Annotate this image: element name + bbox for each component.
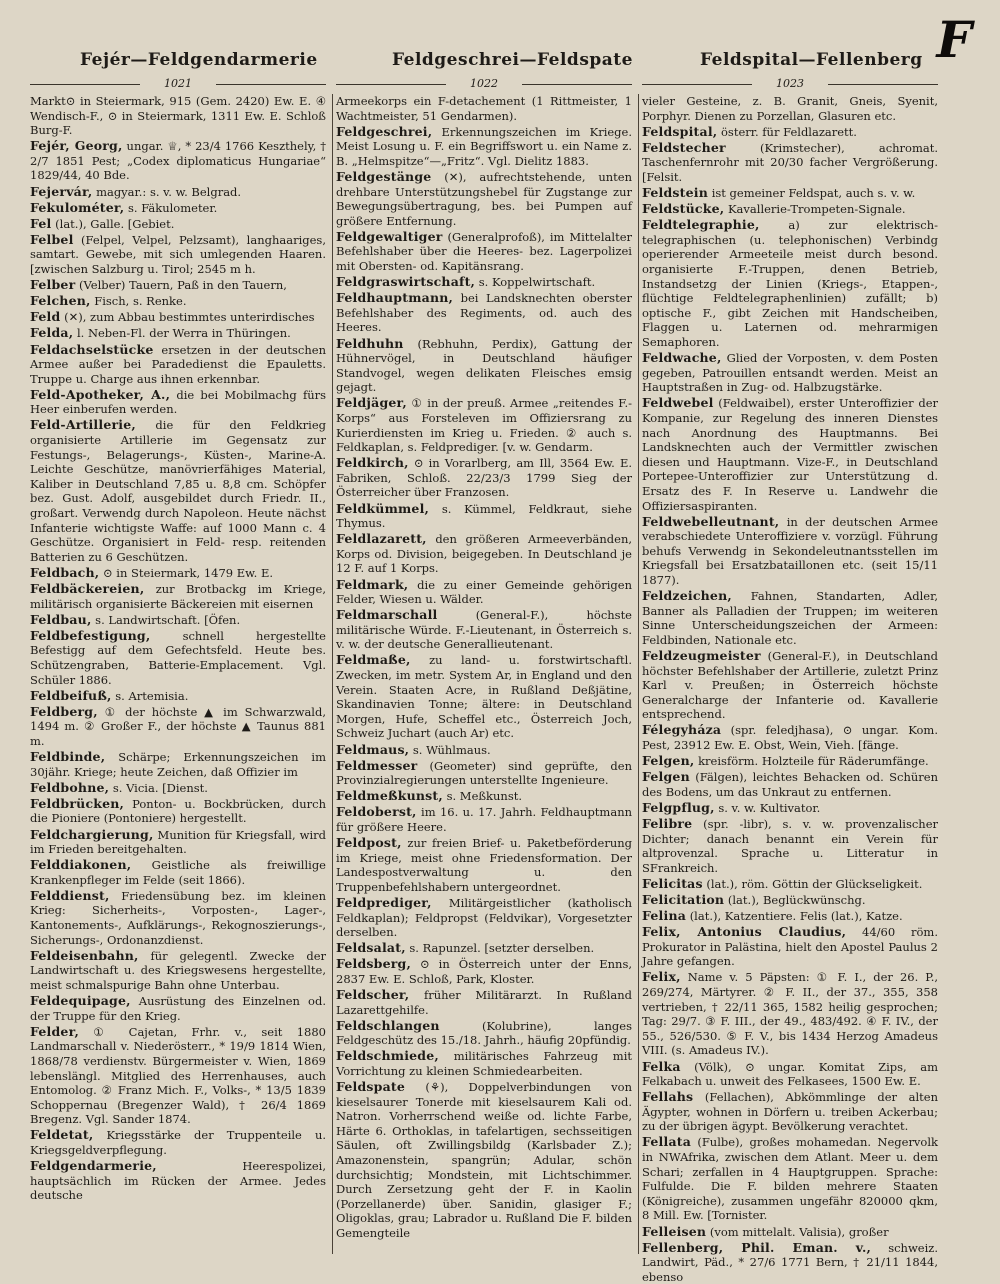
- dictionary-entry: [30, 326, 326, 341]
- entry-headword: Felina: [642, 908, 687, 924]
- entry-definition: s. Rapunzel. [setzter derselben.: [409, 941, 595, 956]
- entry-definition: für gelegentl. Zwecke der Landwirtschaft u. des Kriegswesens hergestellte, meist schmalspurige Bahn ohne Unterbau.: [30, 948, 327, 992]
- entry-headword: Feldschlangen: [336, 1017, 440, 1033]
- entry-headword: Feldkirch,: [336, 455, 409, 471]
- dictionary-entry: [336, 836, 632, 894]
- dictionary-entry: [30, 343, 326, 387]
- entry-definition: die bei Mobilmachg fürs Heer einberufen werden.: [30, 387, 327, 417]
- entry-headword: Feldmark,: [336, 576, 409, 592]
- dictionary-entry: [30, 629, 326, 687]
- entry-headword: Feldgestänge: [336, 168, 432, 184]
- entry-definition: s. v. w. Kultivator.: [718, 800, 821, 815]
- dictionary-entry: [642, 94, 938, 123]
- entry-headword: Feldzeichen,: [642, 588, 732, 604]
- dictionary-entry: [30, 1128, 326, 1157]
- entry-definition: (Kolubrine), langes Feldgeschütz des 15./18. Jahrh., häufig 20pfündig.: [336, 1018, 632, 1048]
- entry-definition: (✕), aufrechtstehende, unten drehbare Unterstützungshebel für Zugstange zur Bewegungsübertragung, bes. bei Pumpen auf größere Entfernung.: [336, 169, 632, 228]
- dictionary-entry: [30, 705, 326, 749]
- dictionary-entry: [30, 201, 326, 216]
- entry-definition: zu land- u. forstwirtschaftl. Zwecken, im metr. System Ar, in England und den Verein. Staaten Acre, in Rußland Deßjätine, Skandinavien Tonne; ältere: in Deutschland Morgen, Hufe, Scheffel etc., Österreich Joch, Schweiz Juchart (auch Ar) etc.: [336, 653, 632, 741]
- entry-headword: Feldberg,: [30, 703, 98, 719]
- page-number-row: [0, 77, 1000, 91]
- entry-headword: Feldstein: [642, 185, 709, 201]
- dictionary-entry: [336, 896, 632, 940]
- entry-headword: Feldspate: [336, 1079, 406, 1095]
- entry-definition: s. Wühlmaus.: [412, 742, 491, 757]
- entry-headword: Fellata: [642, 1134, 692, 1150]
- page-number-left: 1021: [30, 77, 326, 90]
- page-number-center: 1022: [336, 77, 632, 90]
- entry-definition: ist gemeiner Feldspat, auch s. v. w.: [711, 186, 916, 201]
- entry-headword: Fekulométer,: [30, 199, 125, 215]
- column-center: [336, 94, 632, 1260]
- entry-definition: (spr. feledjhasa), ⊙ ungar. Kom. Pest, 23912 Ew. E. Obst, Wein, Vieh. [fänge.: [642, 723, 938, 753]
- entry-headword: Feld: [30, 309, 61, 325]
- entry-definition: im 16. u. 17. Jahrh. Feldhauptmann für größere Heere.: [336, 805, 633, 834]
- dictionary-entry: [336, 578, 632, 607]
- dictionary-entry: [30, 858, 326, 887]
- column-divider: [638, 94, 639, 1254]
- dictionary-entry: [30, 613, 326, 628]
- dictionary-entry: [30, 949, 326, 993]
- entry-headword: Feldoberst,: [336, 804, 417, 820]
- entry-definition: militärisches Fahrzeug mit Vorrichtung zu kleinen Schmiedearbeiten.: [336, 1049, 632, 1078]
- dictionary-entry: [642, 649, 938, 722]
- dictionary-entry: [336, 275, 632, 290]
- entry-headword: Feldzeugmeister: [642, 647, 761, 663]
- entry-definition: (Felpel, Velpel, Pelzsamt), langhaariges, samtart. Gewebe, mit sich umlegenden Haaren. [zwischen Salzburg u. Tirol; 2545 m h.: [30, 232, 326, 277]
- dictionary-entry: [336, 759, 632, 788]
- dictionary-entry: [336, 743, 632, 758]
- dictionary-entry: [336, 988, 632, 1017]
- entry-definition: Ausrüstung des Einzelnen od. der Truppe für den Krieg.: [30, 994, 326, 1023]
- entry-headword: Feldspital,: [642, 123, 718, 139]
- entry-definition: s. Koppelwirtschaft.: [478, 275, 596, 290]
- dictionary-entry: [336, 805, 632, 834]
- entry-headword: Feld-Apotheker, A.,: [30, 386, 171, 402]
- entry-definition: Militärgeistlicher (katholisch Feldkaplan); Feldpropst (Feldvikar), Vorgesetzter derselben.: [336, 895, 633, 940]
- dictionary-entry: [336, 532, 632, 576]
- entry-definition: (Fellachen), Abkömmlinge der alten Ägypter, wohnen in Dörfern u. treiben Ackerbau; zu der übrigen ägypt. Bevölkerung verachtet.: [642, 1090, 939, 1134]
- entry-headword: Feldhauptmann,: [336, 290, 454, 306]
- entry-definition: bei Landsknechten oberster Befehlshaber des Regiments, od. auch des Heeres.: [336, 291, 632, 335]
- entry-headword: Feldwebel: [642, 395, 714, 411]
- entry-definition: (vom mittelalt. Valisia), großer: [709, 1224, 889, 1239]
- entry-headword: Felicitas: [642, 875, 703, 891]
- entry-definition: (Geometer) sind geprüfte, den Provinzialregierungen unterstellte Ingenieure.: [336, 758, 633, 788]
- entry-definition: Markt⊙ in Steiermark, 915 (Gem. 2420) Ew. E. ④ Wendisch-F., ⊙ in Steiermark, 1311 Ew. E. Schloß Burg-F.: [30, 94, 326, 138]
- entry-headword: Feldmarschall: [336, 607, 438, 623]
- dictionary-entry: [336, 1080, 632, 1241]
- entry-definition: (Völk), ⊙ ungar. Komitat Zips, am Felkabach u. unweit des Felkasees, 1500 Ew. E.: [642, 1059, 938, 1089]
- entry-definition: (⚘), Doppelverbindungen von kieselsaurer Tonerde mit kieselsaurem Kali od. Natron. Vorherrschend weiße od. lichte Farbe, Härte 6. Orthoklas, in tafelartigen, sechsseitigen Säulen, oft Zwillingsbildg (Karlsbader Z.); Amazonenstein, spangrün; Adular, schön durchsichtig; Mondstein, mit Lichtschimmer. Durch Zersetzung geht der F. in Kaolin (Porzellanerde) über. Sanidin, glasiger F.; Oligoklas, grau; Labrador u. Rußland Die F. bilden Gemengteile: [336, 1080, 632, 1241]
- dictionary-entry: [30, 750, 326, 779]
- entry-headword: Feldstücke,: [642, 201, 725, 217]
- entry-headword: Feldbäckereien,: [30, 581, 145, 596]
- entry-definition: Fahnen, Standarten, Adler, Banner als Palladien der Truppen; im weiteren Sinne Unterscheidungszeichen der Armeen: Feldbinden, Nationale etc.: [642, 589, 939, 647]
- running-head-right: Feldspital—Fellenberg: [700, 50, 923, 70]
- entry-definition: zur freien Brief- u. Paketbeförderung im Kriege, meist ohne Friedensformation. Der Landespostverwaltung u. den Truppenbefehlshabern untergeordnet.: [336, 836, 632, 894]
- dictionary-entry: [30, 781, 326, 796]
- dictionary-entry: [30, 689, 326, 704]
- entry-definition: s. Meßkunst.: [446, 789, 523, 804]
- entry-definition: s. Vicia. [Dienst.: [112, 780, 208, 795]
- entry-headword: Felicitation: [642, 891, 725, 907]
- entry-headword: Feldprediger,: [336, 894, 432, 910]
- entry-headword: Feldbau,: [30, 611, 92, 627]
- entry-headword: Feldbeifuß,: [30, 687, 112, 703]
- dictionary-entry: [336, 789, 632, 804]
- dictionary-entry: [30, 828, 326, 857]
- entry-headword: Felka: [642, 1058, 681, 1074]
- entry-headword: Feldbefestigung,: [30, 627, 151, 643]
- dictionary-entry: [642, 970, 938, 1058]
- entry-definition: s. Artemisia.: [115, 688, 189, 703]
- dictionary-entry: [642, 817, 938, 875]
- entry-headword: Feldmesser: [336, 757, 418, 773]
- entry-headword: Feldequipage,: [30, 993, 131, 1009]
- entry-definition: (General-F.), höchste militärische Würde. F.-Lieutenant, in Österreich s. v. w. der deutsche Generallieutenant.: [336, 608, 632, 652]
- dictionary-entry: [642, 1135, 938, 1223]
- entry-headword: Felleisen: [642, 1223, 707, 1239]
- dictionary-entry: [642, 515, 938, 588]
- dictionary-entry: [642, 723, 938, 752]
- dictionary-entry: [336, 608, 632, 652]
- dictionary-entry: [30, 217, 326, 232]
- dictionary-entry: [30, 294, 326, 309]
- entry-definition: Friedensübung bez. im kleinen Krieg: Sicherheits-, Vorposten-, Lager-, Kantonements-, Aufklärungs-, Rekognoszierungs-, Sicherungs-, Ordonanzdienst.: [30, 888, 326, 947]
- entry-definition: Geistliche als freiwillige Krankenpfleger im Felde (seit 1866).: [30, 858, 326, 887]
- dictionary-entry: [30, 94, 326, 138]
- dictionary-entry: [642, 909, 938, 924]
- entry-headword: Fellenberg, Phil. Eman. v.,: [642, 1239, 872, 1255]
- dictionary-entry: [336, 125, 632, 169]
- entry-headword: Feldscher,: [336, 987, 410, 1003]
- entry-definition: Armeekorps ein F-detachement (1 Rittmeister, 1 Wachtmeister, 51 Gendarmen).: [336, 94, 632, 123]
- thumb-index-letter: F: [936, 10, 972, 69]
- entry-definition: (lat.), Galle. [Gebiet.: [55, 216, 175, 231]
- entry-definition: Fisch, s. Renke.: [94, 294, 187, 309]
- dictionary-entry: [642, 801, 938, 816]
- entry-headword: Feldmaus,: [336, 741, 410, 757]
- dictionary-entry: [642, 218, 938, 349]
- entry-definition: Schärpe; Erkennungszeichen im 30jähr. Kriege; heute Zeichen, daß Offizier im: [30, 750, 327, 779]
- entry-headword: Feldmeßkunst,: [336, 788, 443, 804]
- entry-headword: Feldmaße,: [336, 652, 411, 668]
- entry-headword: Feldschmiede,: [336, 1048, 439, 1064]
- entry-definition: ungar. ♕, * 23/4 1766 Keszthely, † 2/7 1851 Pest; „Codex diplomaticus Hungariae“ 1829/44, 40 Bde.: [30, 139, 326, 183]
- dictionary-entry: [30, 418, 326, 564]
- entry-headword: Feldgraswirtschaft,: [336, 274, 476, 290]
- dictionary-entry: [336, 653, 632, 741]
- dictionary-entry: [336, 396, 632, 454]
- dictionary-entry: [336, 337, 632, 395]
- entry-headword: Felddienst,: [30, 887, 110, 903]
- entry-definition: (lat.), Katzentiere. Felis (lat.), Katze.: [689, 909, 903, 924]
- entry-headword: Fel: [30, 215, 52, 231]
- entry-definition: Name v. 5 Päpsten: ① F. I., der 26. P., 269/274, Märtyrer. ② F. II., der 37., 355, 358 vertrieben, † 22/11 365, 1582 heilig gesprochen; Tag: 29/7. ③ F. III., der 49., 483/492. ④ F. IV., der 55., 526/530. ⑤ F. V., bis 1434 Herzog Amadeus VIII. (s. Amadeus IV.).: [642, 970, 938, 1058]
- entry-definition: (spr. ‑libr), s. v. w. provenzalischer Dichter; danach benannt ein Verein für altprovenzal. Sprache u. Litteratur in SFrankreich.: [642, 817, 938, 875]
- dictionary-entry: [30, 310, 326, 325]
- entry-headword: Felibre: [642, 816, 693, 831]
- dictionary-entry: [642, 1225, 938, 1240]
- dictionary-entry: [30, 139, 326, 183]
- entry-headword: Feldbinde,: [30, 749, 106, 765]
- entry-headword: Feldetat,: [30, 1127, 94, 1143]
- entry-definition: Heerespolizei, hauptsächlich im Rücken der Armee. Jedes deutsche: [30, 1159, 326, 1203]
- entry-definition: Munition für Kriegsfall, wird im Frieden bereitgehalten.: [30, 827, 326, 857]
- dictionary-entry: [336, 941, 632, 956]
- dictionary-entry: [30, 185, 326, 200]
- column-divider: [332, 94, 333, 1254]
- entry-headword: Félegyháza: [642, 722, 722, 738]
- entry-headword: Fejér, Georg,: [30, 138, 123, 154]
- entry-definition: früher Militärarzt. In Rußland Lazarettgehilfe.: [336, 988, 632, 1017]
- entry-headword: Feldhuhn: [336, 335, 404, 351]
- dictionary-entry: [336, 502, 632, 531]
- entry-definition: ① in der preuß. Armee „reitendes F.-Korps“ aus Forsteleven im Offiziersrang zu Kurierdiensten im Krieg u. Frieden. ② auch s. Feldkaplan, s. Feldprediger. [v. w. Gendarm.: [336, 396, 632, 455]
- entry-headword: Feldgendarmerie,: [30, 1158, 157, 1174]
- entry-definition: schweiz. Landwirt, Päd., * 27/6 1771 Bern, † 21/11 1844, ebenso: [642, 1240, 938, 1284]
- entry-definition: ① Cajetan, Frhr. v., seit 1880 Landmarschall v. Niederösterr., * 19/9 1814 Wien, 1868/78 verdienstv. Bürgermeister v. Wien, 1869 lebenslängl. Mitglied des Herrenhauses, auch Entomolog. ② Franz Mich. F., Volks-, * 13/5 1839 Schoppernau (Bregenzer Wald), † 26/4 1869 Bregenz. Vgl. Sander 1874.: [30, 1024, 326, 1127]
- column-right: [642, 94, 939, 1284]
- dictionary-entry: [336, 230, 632, 274]
- entry-definition: österr. für Feldlazarett.: [721, 124, 857, 139]
- entry-headword: Felder,: [30, 1023, 80, 1039]
- entry-headword: Felddiakonen,: [30, 857, 132, 873]
- entry-definition: a) zur elektrisch-telegraphischen (u. telephonischen) Verbindg operierender Armeeteile meist durch besond. organisierte F.-Truppen, denen Betrieb, Instandsetzg der Linien (Kriegs-, Etappen-, flüchtige Feldtelegraphenlinien) zufällt; b) optische F., gibt Zeichen mit Handscheiben, Flaggen u. Laternen od. mehrarmigen Semaphoren.: [642, 218, 938, 349]
- entry-headword: Feldtelegraphie,: [642, 217, 760, 233]
- entry-headword: Felchen,: [30, 293, 91, 309]
- dictionary-entry: [336, 957, 632, 986]
- dictionary-entry: [30, 233, 326, 277]
- entry-definition: (lat.), röm. Göttin der Glückseligkeit.: [706, 876, 923, 891]
- entry-definition: Glied der Vorposten, v. dem Posten gegeben, Patrouillen entsandt werden. Meist an Hauptstraßen in Zug- od. Halbzugstärke.: [642, 351, 938, 395]
- dictionary-entry: [336, 456, 632, 500]
- entry-headword: Felix,: [642, 969, 681, 985]
- entry-headword: Felda,: [30, 325, 74, 341]
- entry-definition: (✕), zum Abbau bestimmtes unterirdisches: [64, 310, 315, 325]
- entry-headword: Feldeisenbahn,: [30, 947, 139, 963]
- entry-headword: Felgen,: [642, 753, 695, 769]
- dictionary-entry: [642, 893, 938, 908]
- dictionary-entry: [30, 1025, 326, 1127]
- entry-headword: Fellahs: [642, 1089, 694, 1105]
- entry-definition: Erkennungszeichen im Kriege. Meist Losung u. F. ein Begriffswort u. ein Name z. B. „Helmspitze“—„Fritz“. Vgl. Dielitz 1883.: [336, 124, 632, 168]
- dictionary-entry: [30, 797, 326, 826]
- dictionary-entry: [30, 278, 326, 293]
- entry-definition: ersetzen in der deutschen Armee außer bei Paradedienst die Epauletts. Truppe u. Charge aus ihnen erkennbar.: [30, 342, 326, 386]
- dictionary-entry: [336, 1049, 632, 1078]
- dictionary-entry: [642, 1241, 938, 1284]
- entry-headword: Feldsberg,: [336, 956, 412, 972]
- entry-definition: (Generalprofoß), im Mittelalter Befehlshaber über die Heeres- bez. Lagerpolizei mit Obersten- od. Kapitänsrang.: [336, 229, 632, 274]
- column-left: [30, 94, 326, 1260]
- dictionary-entry: [642, 202, 938, 217]
- entry-definition: vieler Gesteine, z. B. Granit, Gneis, Syenit, Porphyr. Dienen zu Porzellan, Glasuren etc.: [642, 94, 938, 123]
- entry-definition: Kavallerie-Trompeten-Signale.: [727, 202, 906, 217]
- entry-definition: in der deutschen Armee verabschiedete Unteroffiziere v. vorzügl. Führung behufs Verwendg in Sekondeleutnantsstellen im Kriegsfall bei Ersatzbataillonen etc. (seit 15/11 1877).: [642, 514, 938, 587]
- page-header: [0, 10, 1000, 78]
- entry-definition: l. Neben-Fl. der Werra in Thüringen.: [76, 326, 291, 341]
- entry-definition: Ponton- u. Bockbrücken, durch die Pioniere (Pontoniere) hergestellt.: [30, 796, 326, 826]
- entry-definition: (Krimstecher), achromat. Taschenfernrohr mit 20/30 facher Vergrößerung. [Felsit.: [642, 140, 938, 184]
- entry-headword: Fejervár,: [30, 183, 93, 199]
- entry-headword: Felgen: [642, 769, 690, 785]
- entry-definition: (Fälgen), leichtes Behacken od. Schüren des Bodens, um das Unkraut zu entfernen.: [642, 770, 938, 799]
- dictionary-entry: [642, 589, 938, 647]
- entry-headword: Feldgeschrei,: [336, 123, 433, 139]
- entry-headword: Felber: [30, 277, 76, 293]
- dictionary-entry: [642, 925, 938, 969]
- dictionary-entry: [642, 1060, 938, 1089]
- entry-headword: Feldbohne,: [30, 779, 110, 795]
- entry-definition: ⊙ in Vorarlberg, am Ill, 3564 Ew. E. Fabriken, Schloß. 22/23/3 1799 Sieg der Österreicher über Franzosen.: [336, 456, 633, 500]
- entry-headword: Feldstecher: [642, 139, 726, 155]
- dictionary-entry: [642, 351, 938, 395]
- entry-headword: Feld-Artillerie,: [30, 417, 136, 433]
- entry-definition: ① der höchste ▲ im Schwarzwald, 1494 m. ② Großer F., der höchste ▲ Taunus 881 m.: [30, 704, 327, 748]
- entry-definition: (General-F.), in Deutschland höchster Befehlshaber der Artillerie, zuletzt Prinz Karl v. Preußen; in Österreich höchste Generalcharge der Infanterie od. Kavallerie entsprechend.: [642, 648, 938, 722]
- dictionary-entry: [642, 141, 938, 185]
- entry-definition: schnell hergestellte Befestigg auf dem Gefechtsfeld. Heute bes. Schützengraben, Batterie-Emplacement. Vgl. Schüler 1886.: [30, 628, 326, 687]
- entry-headword: Feldchargierung,: [30, 826, 154, 842]
- dictionary-entry: [30, 1159, 326, 1203]
- entry-headword: Feldbrücken,: [30, 795, 125, 811]
- dictionary-entry: [30, 889, 326, 947]
- entry-definition: (Rebhuhn, Perdix), Gattung der Hühnervögel, in Deutschland häufiger Standvogel, wegen delikaten Fleisches emsig gejagt.: [336, 336, 632, 395]
- entry-headword: Felgpflug,: [642, 799, 715, 815]
- entry-definition: zur Brotbackg im Kriege, militärisch organisierte Bäckereien mit eisernen: [30, 582, 326, 611]
- dictionary-entry: [336, 291, 632, 335]
- entry-definition: die für den Feldkrieg organisierte Artillerie im Gegensatz zur Festungs-, Belagerungs-, Küsten-, Marine-A. Leichte Geschütze, manövrierfähiges Material, Kaliber in Deutschland 7,85 u. 8,8 cm. Schöpfer bez. Gust. Adolf, ausgebildet durch Friedr. II., großart. Verwendg durch Napoleon. Heute nächst Infanterie wichtigste Waffe: auf 1000 Mann c. 4 Geschütze. Organisiert in Feld- resp. reitenden Batterien zu 6 Geschützen.: [30, 418, 326, 564]
- dictionary-entry: [30, 994, 326, 1023]
- dictionary-entry: [336, 1019, 632, 1048]
- entry-definition: 44/60 röm. Prokurator in Palästina, hielt den Apostel Paulus 2 Jahre gefangen.: [642, 925, 938, 969]
- entry-headword: Feldgewaltiger: [336, 228, 443, 244]
- dictionary-entry: [30, 388, 326, 417]
- dictionary-entry: [642, 396, 938, 513]
- dictionary-entry: [642, 125, 938, 140]
- entry-definition: die zu einer Gemeinde gehörigen Felder, Wiesen u. Wälder.: [336, 577, 633, 607]
- dictionary-entry: [642, 877, 938, 892]
- running-head-center: Feldgeschrei—Feldspate: [392, 50, 633, 70]
- dictionary-entry: [642, 754, 938, 769]
- entry-definition: (lat.), Beglückwünschg.: [727, 892, 866, 907]
- entry-headword: Feldbach,: [30, 564, 100, 580]
- entry-definition: kreisförm. Holzteile für Räderumfänge.: [698, 754, 929, 769]
- entry-definition: (Velber) Tauern, Paß in den Tauern,: [79, 278, 287, 293]
- dictionary-entry: [30, 582, 326, 611]
- dictionary-entry: [642, 1090, 938, 1134]
- entry-headword: Felix, Antonius Claudius,: [642, 924, 847, 940]
- entry-headword: Feldwebelleutnant,: [642, 513, 780, 529]
- page-number-right: 1023: [642, 77, 938, 90]
- dictionary-entry: [336, 170, 632, 228]
- entry-headword: Feldsalat,: [336, 940, 406, 956]
- dictionary-entry: [642, 186, 938, 201]
- running-head-left: Fejér—Feldgendarmerie: [80, 50, 318, 70]
- entry-definition: ⊙ in Steiermark, 1479 Ew. E.: [102, 565, 273, 580]
- entry-headword: Feldachselstücke: [30, 341, 154, 357]
- dictionary-entry: [336, 94, 632, 123]
- entry-headword: Feldpost,: [336, 835, 402, 851]
- entry-definition: den größeren Armeeverbänden, Korps od. Division, beigegeben. In Deutschland je 12 F. auf 1 Korps.: [336, 532, 633, 576]
- entry-headword: Felbel: [30, 231, 74, 247]
- dictionary-entry: [642, 770, 938, 799]
- entry-definition: Kriegsstärke der Truppenteile u. Kriegsgeldverpflegung.: [30, 1128, 326, 1157]
- entry-definition: s. Landwirtschaft. [Öfen.: [95, 612, 241, 627]
- entry-definition: (Feldwaibel), erster Unteroffizier der Kompanie, zur Regelung des inneren Dienstes nach Anordnung des Hauptmanns. Bei Landsknechten auch der Vermittler zwischen diesen und Hauptmann. Vize-F., in Deutschland Portepee-Unteroffizier zur Unterstützung d. Ersatz des F. In Reserve u. Landwehr die Offiziersaspiranten.: [642, 396, 938, 513]
- entry-definition: s. Kümmel, Feldkraut, siehe Thymus.: [336, 501, 632, 531]
- entry-headword: Feldkümmel,: [336, 500, 430, 516]
- entry-definition: ⊙ in Österreich unter der Enns, 2837 Ew. E. Schloß, Park, Kloster.: [336, 957, 632, 986]
- entry-headword: Feldlazarett,: [336, 531, 427, 547]
- entry-headword: Feldjäger,: [336, 395, 407, 411]
- entry-definition: s. Fäkulometer.: [127, 200, 218, 215]
- entry-definition: magyar.: s. v. w. Belgrad.: [96, 184, 242, 199]
- entry-headword: Feldwache,: [642, 350, 722, 366]
- dictionary-entry: [30, 566, 326, 581]
- entry-definition: (Fulbe), großes mohamedan. Negervolk in NWAfrika, zwischen dem Atlant. Meer u. dem Schari; zerfallen in 4 Hauptgruppen. Sprache: Fulfulde. Die F. bilden mehrere Staaten (Königreiche), zusammen ungefähr 820000 qkm, 8 Mill. Ew. [Tornister.: [642, 1135, 939, 1223]
